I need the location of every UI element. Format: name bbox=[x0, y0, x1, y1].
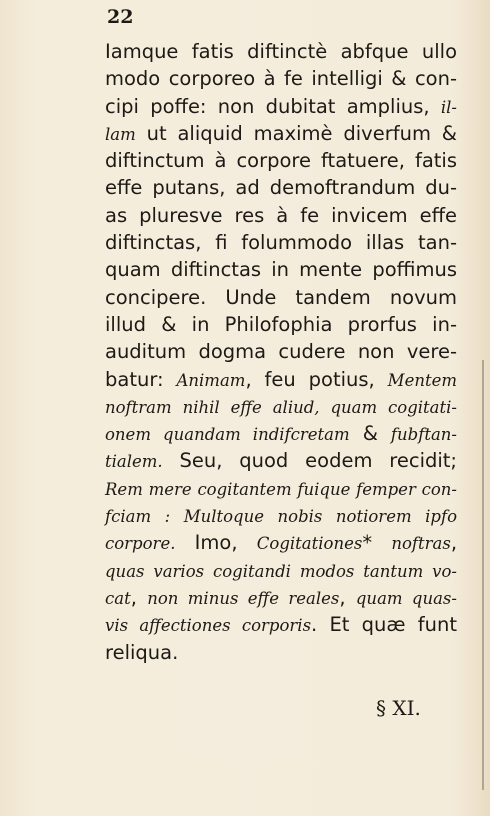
text-line bbox=[105, 393, 457, 420]
italic-run: fciam : Multoque nobis notiorem ipfo bbox=[105, 507, 457, 527]
text-line bbox=[105, 420, 457, 447]
text-line bbox=[105, 338, 457, 365]
text-line bbox=[105, 93, 457, 120]
text-line bbox=[105, 311, 457, 338]
text-run: concipere. Unde tandem novum bbox=[105, 285, 457, 309]
text-line bbox=[105, 502, 457, 529]
text-run: * bbox=[362, 531, 392, 555]
text-run: Seu, quod eodem recidit; bbox=[162, 449, 457, 473]
italic-run: cat bbox=[105, 588, 131, 608]
text-run: reliqua. bbox=[105, 640, 179, 664]
text-run: , bbox=[130, 585, 148, 609]
italic-run: noftras bbox=[391, 534, 451, 554]
text-line bbox=[105, 447, 457, 474]
text-run: cipi poffe: non dubitat amplius, bbox=[105, 94, 441, 118]
text-line bbox=[105, 38, 457, 65]
text-line bbox=[105, 202, 457, 229]
text-run: quam diftinctas in mente poffimus bbox=[105, 258, 457, 282]
italic-run: Rem mere cogitantem fuique femper con- bbox=[105, 479, 457, 499]
text-line bbox=[105, 120, 457, 147]
italic-run: lam bbox=[105, 124, 136, 144]
italic-run: Mentem bbox=[387, 370, 457, 390]
text-line bbox=[105, 366, 457, 393]
text-run: diftinctas, fi folummodo illas tan- bbox=[105, 231, 457, 255]
page-number: 22 bbox=[107, 6, 134, 28]
italic-run: onem quandam indifcretam bbox=[105, 425, 350, 445]
text-line bbox=[105, 174, 457, 201]
text-line bbox=[105, 475, 457, 502]
text-line bbox=[105, 529, 457, 556]
text-line bbox=[105, 584, 457, 611]
text-line bbox=[105, 639, 457, 666]
text-line bbox=[105, 557, 457, 584]
text-run: effe putans, ad demoftrandum du- bbox=[105, 176, 457, 200]
text-line bbox=[105, 611, 457, 638]
italic-run: Cogitationes bbox=[256, 534, 363, 554]
text-run: as pluresve res à fe invicem effe bbox=[105, 203, 457, 227]
section-mark: § XI. bbox=[376, 696, 421, 720]
text-run: diftinctum à corpore ftatuere, fatis bbox=[105, 149, 457, 173]
text-run: & bbox=[349, 422, 391, 446]
text-run: . Et quæ funt bbox=[311, 613, 458, 637]
body-text bbox=[105, 38, 457, 666]
text-run: , bbox=[339, 585, 356, 609]
text-line bbox=[105, 65, 457, 92]
text-run: ut aliquid maximè diverfum & bbox=[135, 121, 457, 145]
italic-run: Animam bbox=[176, 370, 246, 390]
italic-run: quas varios cogitandi modos tantum vo- bbox=[105, 561, 457, 581]
italic-run: noftram nihil effe aliud, quam cogitati- bbox=[105, 397, 457, 417]
text-run: Imo, bbox=[175, 531, 257, 555]
italic-run: vis affectiones corporis bbox=[105, 616, 312, 636]
text-line bbox=[105, 256, 457, 283]
text-line bbox=[105, 147, 457, 174]
text-run: , bbox=[450, 531, 458, 555]
page-edge-shadow bbox=[482, 360, 484, 790]
text-line bbox=[105, 229, 457, 256]
italic-run: non minus effe reales bbox=[147, 588, 340, 608]
text-run: auditum dogma cudere non vere- bbox=[105, 340, 457, 364]
text-run: batur: bbox=[105, 367, 177, 391]
text-run: illud & in Philofophia prorfus in- bbox=[105, 312, 457, 336]
text-run: , feu potius, bbox=[245, 367, 388, 391]
italic-run: quam quas- bbox=[355, 588, 457, 608]
text-line bbox=[105, 284, 457, 311]
italic-run: tialem. bbox=[105, 452, 163, 472]
text-run: Iamque fatis diftinctè abfque ullo bbox=[105, 40, 457, 63]
italic-run: il- bbox=[440, 97, 457, 117]
italic-run: fubftan- bbox=[390, 425, 457, 445]
text-run: modo corporeo à fe intelligi & con- bbox=[105, 67, 457, 91]
italic-run: corpore. bbox=[105, 534, 176, 554]
